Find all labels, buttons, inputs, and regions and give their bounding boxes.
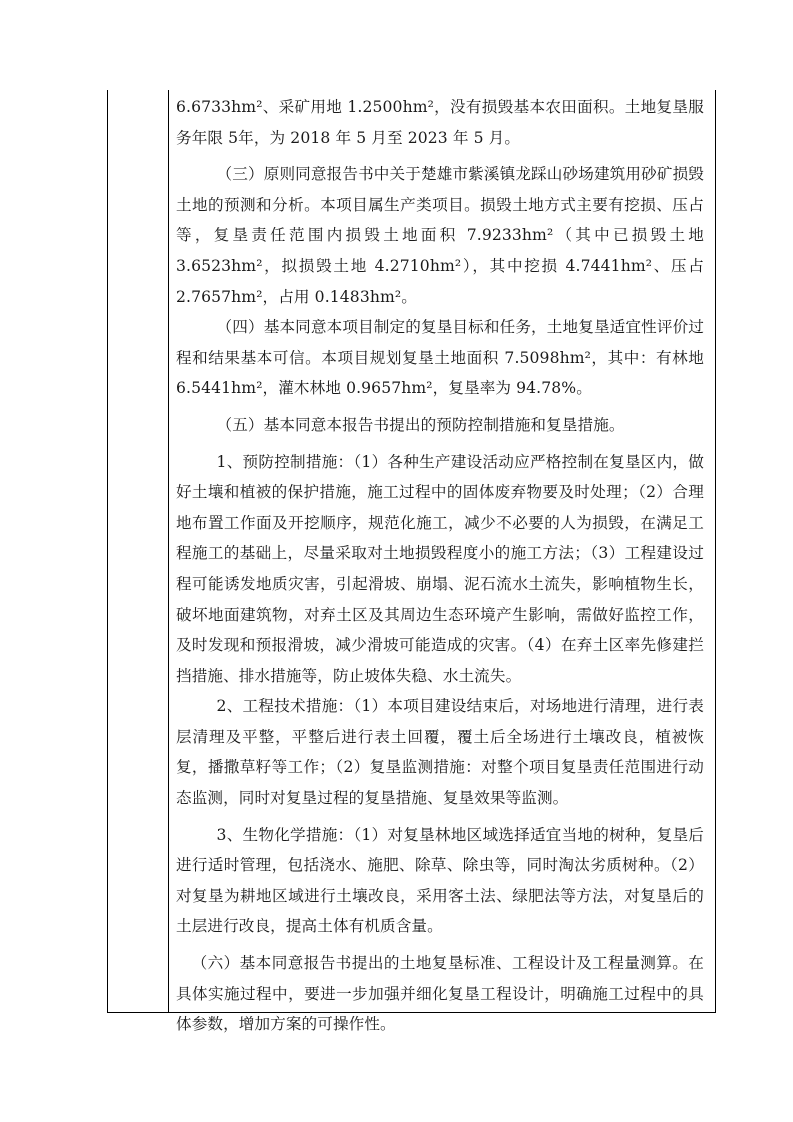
- paragraph-section-6-standards: （六）基本同意报告书提出的土地复垦标准、工程设计及工程量测算。在具体实施过程中，要进一步加强并细化复垦工程设计，明确施工过程中的具体参数，增加方案的可操作性。: [176, 954, 704, 1034]
- paragraph-section-3-damage-prediction: （三）原则同意报告书中关于楚雄市紫溪镇龙踩山砂场建筑用砂矿损毁土地的预测和分析。本项目属生产类项目。损毁土地方式主要有挖损、压占等，复垦责任范围内损毁土地面积 7.9233hm²（其中已损毁土地 3.6523hm²，拟损毁土地 4.2710hm²），其中挖损 4.7441hm²、压占 2.7657hm²，占用 0.1483hm²。: [176, 165, 704, 306]
- table-content-cell: [176, 92, 704, 1040]
- paragraph-section-5-measures: （五）基本同意本报告书提出的预防控制措施和复垦措施。: [216, 415, 625, 434]
- paragraph-prevention-measures: 1、预防控制措施：（1）各种生产建设活动应严格控制在复垦区内，做好土壤和植被的保护措施，施工过程中的固体废弃物要及时处理；（2）合理地布置工作面及开挖顺序，规范化施工，减少不必要的人为损毁，在满足工程施工的基础上，尽量采取对土地损毁程度小的施工方法；（3）工程建设过程可能诱发地质灾害，引起滑坡、崩塌、泥石流水土流失，影响植物生长，破坏地面建筑物，对弃土区及其周边生态环境产生影响，需做好监控工作，及时发现和预报滑坡，减少滑坡可能造成的灾害。（4）在弃土区率先修建拦挡措施、排水措施等，防止坡体失稳、水土流失。: [176, 452, 704, 685]
- paragraph-engineering-measures: 2、工程技术措施：（1）本项目建设结束后，对场地进行清理，进行表层清理及平整，平整后进行表土回覆，覆土后全场进行土壤改良，植被恢复，播撒草籽等工作；（2）复垦监测措施：对整个项目复垦责任范围进行动态监测，同时对复垦过程的复垦措施、复垦效果等监测。: [176, 697, 704, 808]
- paragraph-biochemical-measures: 3、生物化学措施：（1）对复垦林地区域选择适宜当地的树种，复垦后进行适时管理，包括浇水、施肥、除草、除虫等，同时淘汰劣质树种。（2）对复垦为耕地区域进行土壤改良，采用客土法、绿肥法等方法，对复垦后的土层进行改良，提高土体有机质含量。: [176, 825, 704, 936]
- paragraph-land-area-summary: 6.6733hm²、采矿用地 1.2500hm²，没有损毁基本农田面积。土地复垦服务年限 5年，为 2018 年 5 月至 2023 年 5 月。: [176, 98, 704, 147]
- table-column-divider: [168, 90, 169, 1013]
- paragraph-section-4-reclamation-goals: （四）基本同意本项目制定的复垦目标和任务，土地复垦适宜性评价过程和结果基本可信。本项目规划复垦土地面积 7.5098hm²，其中：有林地 6.5441hm²，灌木林地 0.9657hm²，复垦率为 94.78%。: [176, 318, 704, 398]
